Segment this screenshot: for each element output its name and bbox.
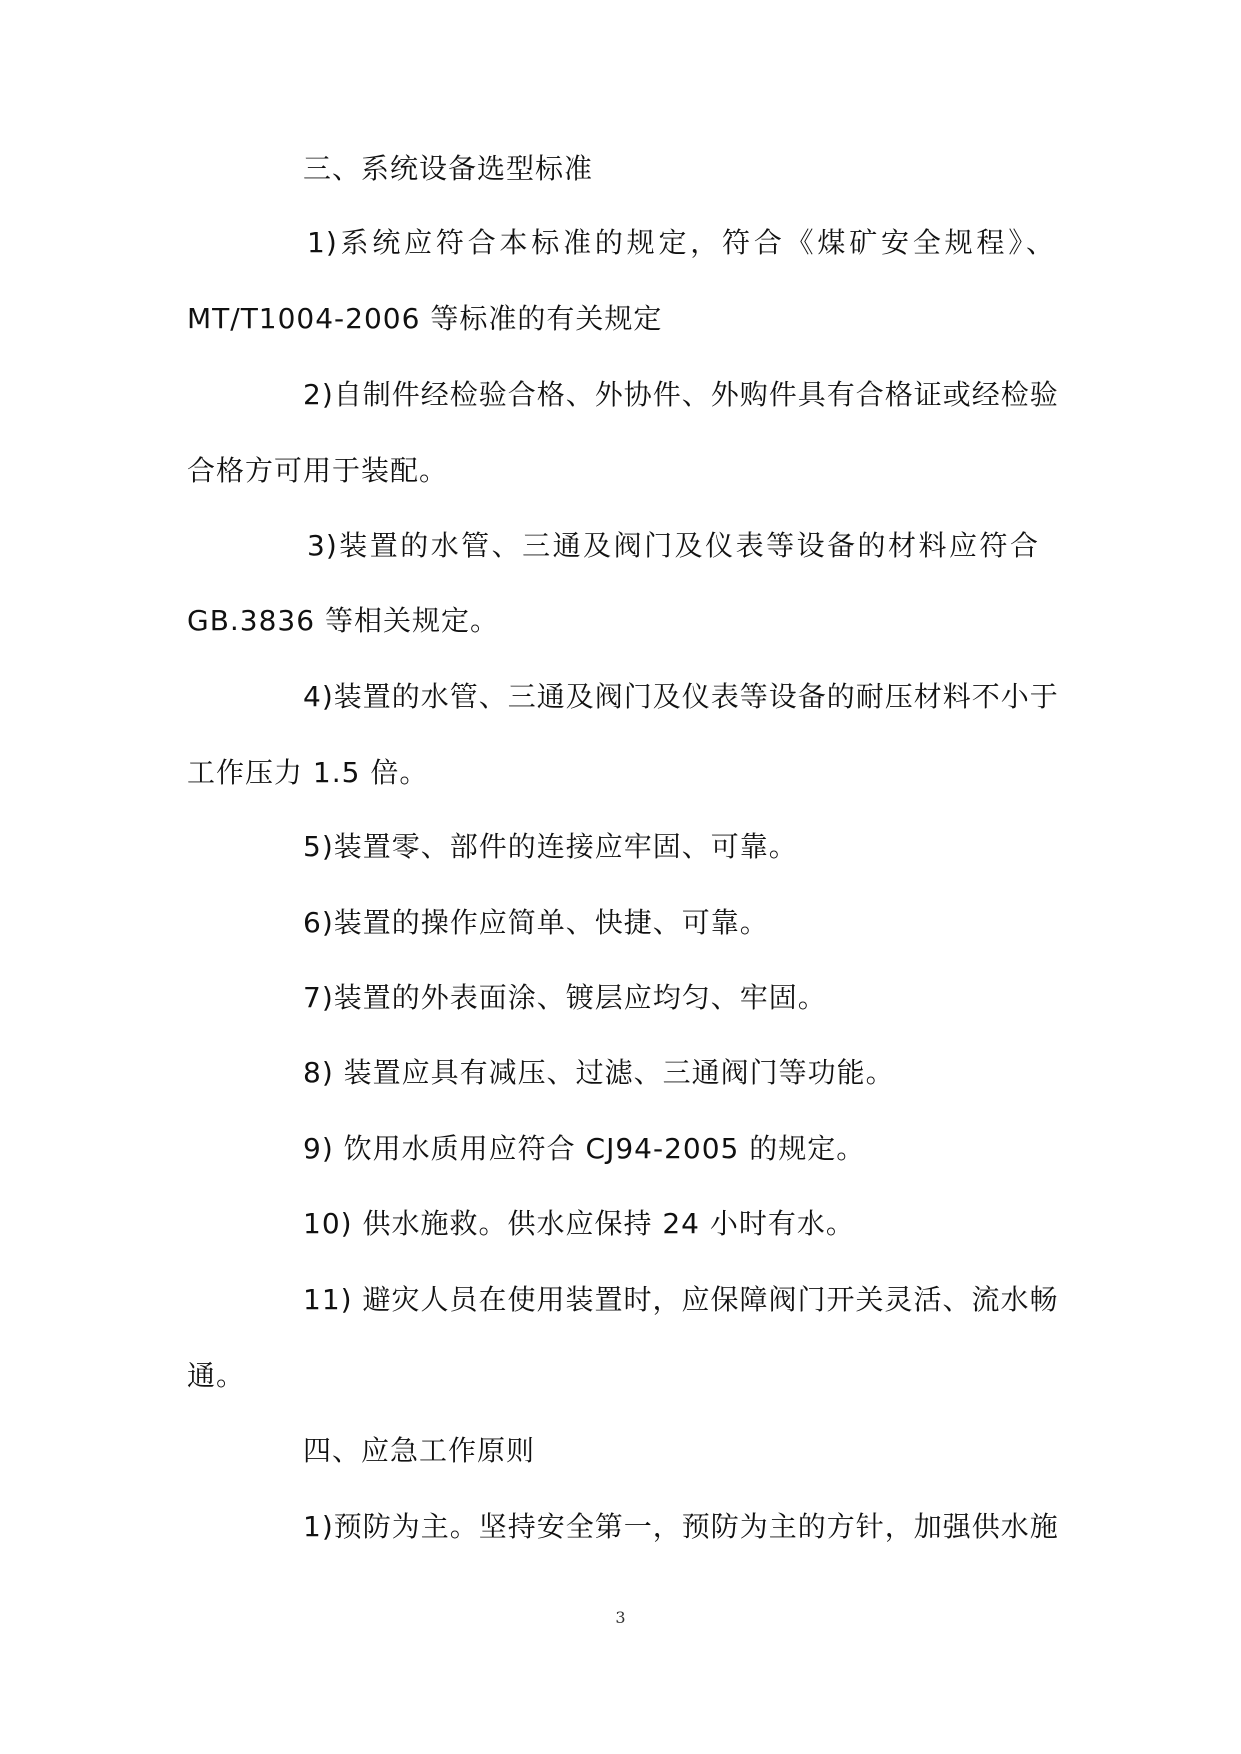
paragraph-4-line-1: 4)装置的水管、三通及阀门及仪表等设备的耐压材料不小于 [303,680,1059,713]
paragraph-11-line-2: 通。 [187,1359,246,1392]
paragraph-2-line-2: 合格方可用于装配。 [187,454,449,487]
page-number: 3 [615,1608,626,1627]
paragraph-1-line-1: 1)系统应符合本标准的规定，符合《煤矿安全规程》、 [307,226,1055,259]
paragraph-3-line-2: GB.3836 等相关规定。 [187,604,499,637]
paragraph-9: 9) 饮用水质用应符合 CJ94-2005 的规定。 [303,1132,866,1165]
paragraph-11-line-1: 11) 避灾人员在使用装置时，应保障阀门开关灵活、流水畅 [303,1283,1059,1316]
paragraph-6: 6)装置的操作应简单、快捷、可靠。 [303,906,769,939]
section-heading-3: 三、系统设备选型标准 [303,152,594,185]
paragraph-12-line-1: 1)预防为主。坚持安全第一，预防为主的方针，加强供水施 [303,1510,1059,1543]
section-heading-4: 四、应急工作原则 [303,1434,536,1467]
paragraph-4-line-2: 工作压力 1.5 倍。 [187,756,429,789]
paragraph-7: 7)装置的外表面涂、镀层应均匀、牢固。 [303,981,827,1014]
paragraph-8: 8) 装置应具有减压、过滤、三通阀门等功能。 [303,1056,895,1089]
paragraph-2-line-1: 2)自制件经检验合格、外协件、外购件具有合格证或经检验 [303,378,1059,411]
paragraph-3-line-1: 3)装置的水管、三通及阀门及仪表等设备的材料应符合 [307,529,1039,562]
paragraph-1-line-2: MT/T1004-2006 等标准的有关规定 [187,302,663,335]
paragraph-10: 10) 供水施救。供水应保持 24 小时有水。 [303,1207,855,1240]
paragraph-5: 5)装置零、部件的连接应牢固、可靠。 [303,830,798,863]
